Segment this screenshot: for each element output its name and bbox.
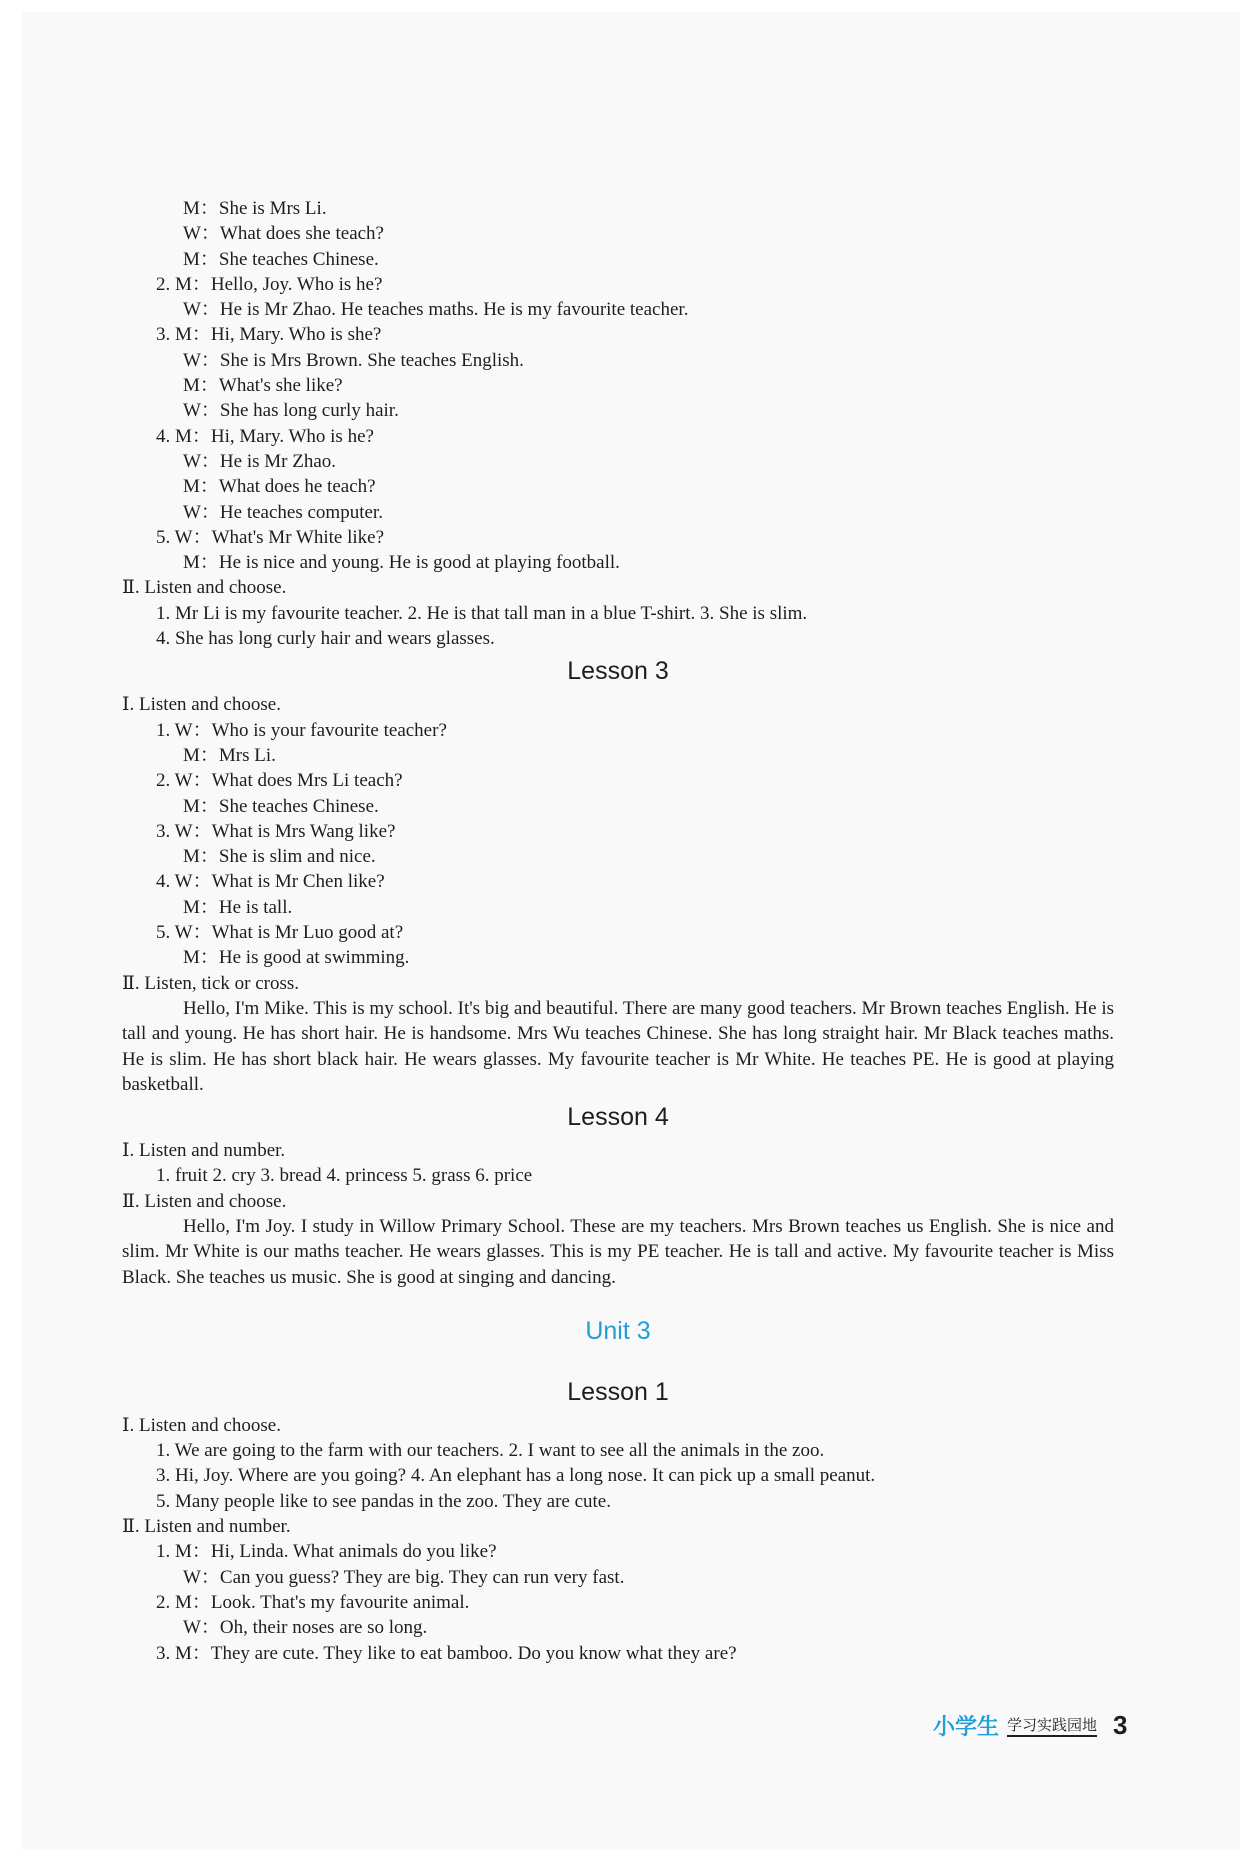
dialogue-line: W：What does she teach?: [183, 223, 384, 245]
dialogue-line: 2. W：What does Mrs Li teach?: [156, 770, 403, 792]
dialogue-line: M：She teaches Chinese.: [183, 795, 379, 817]
dialogue-line: W：He is Mr Zhao.: [183, 450, 337, 472]
section-heading: Ⅱ. Listen and number.: [122, 1516, 291, 1538]
section-heading: Ⅰ. Listen and choose.: [122, 694, 281, 716]
dialogue-line: W：He teaches computer.: [183, 501, 383, 523]
answer-line: 1. fruit 2. cry 3. bread 4. princess 5. grass 6. price: [156, 1165, 533, 1187]
dialogue-line: 1. M：Hi, Linda. What animals do you like?: [156, 1541, 497, 1563]
dialogue-line: 1. W：Who is your favourite teacher?: [156, 719, 447, 741]
dialogue-line: 4. W：What is Mr Chen like?: [156, 871, 385, 893]
answer-content: [122, 196, 1114, 1666]
dialogue-line: 3. M：They are cute. They like to eat bamboo. Do you know what they are?: [156, 1642, 737, 1664]
section-heading: Ⅱ. Listen and choose.: [122, 1190, 287, 1212]
dialogue-line: 3. W：What is Mrs Wang like?: [156, 820, 396, 842]
dialogue-line: M：He is good at swimming.: [183, 947, 410, 969]
passage: Hello, I'm Joy. I study in Willow Primary School. These are my teachers. Mrs Brown teaches us English. She is nice and slim. Mr White is our maths teacher. He wears glasses. This is my PE teacher. He is tall and active. My favourite teacher is Miss Black. She teaches us music. She is good at singing and dancing.: [122, 1215, 1114, 1288]
dialogue-line: W：He is Mr Zhao. He teaches maths. He is my favourite teacher.: [183, 299, 689, 321]
dialogue-line: M：He is tall.: [183, 896, 293, 918]
answer-line: 1. Mr Li is my favourite teacher. 2. He is that tall man in a blue T-shirt. 3. She is slim.: [156, 602, 808, 624]
section-heading: Ⅱ. Listen, tick or cross.: [122, 972, 300, 994]
section-heading: Ⅰ. Listen and choose.: [122, 1414, 281, 1436]
answer-line: 5. Many people like to see pandas in the zoo. They are cute.: [156, 1490, 611, 1512]
dialogue-line: M：What's she like?: [183, 375, 343, 397]
lesson-title: Lesson 4: [567, 1103, 669, 1132]
dialogue-line: 5. W：What's Mr White like?: [156, 526, 385, 548]
dialogue-line: M：She teaches Chinese.: [183, 248, 379, 270]
dialogue-line: M：He is nice and young. He is good at playing football.: [183, 552, 620, 574]
dialogue-line: 3. M：Hi, Mary. Who is she?: [156, 324, 382, 346]
dialogue-line: 2. M：Look. That's my favourite animal.: [156, 1591, 470, 1613]
section-heading: Ⅱ. Listen and choose.: [122, 577, 287, 599]
dialogue-line: 5. W：What is Mr Luo good at?: [156, 922, 404, 944]
dialogue-line: M：Mrs Li.: [183, 744, 276, 766]
page-number: 3: [1113, 1710, 1128, 1740]
dialogue-line: M：What does he teach?: [183, 476, 376, 498]
brand-logo: 小学生: [933, 1715, 1000, 1740]
dialogue-line: M：She is slim and nice.: [183, 846, 376, 868]
answer-line: 3. Hi, Joy. Where are you going? 4. An elephant has a long nose. It can pick up a small peanut.: [156, 1465, 876, 1487]
dialogue-line: 2. M：Hello, Joy. Who is he?: [156, 273, 383, 295]
dialogue-line: W：She is Mrs Brown. She teaches English.: [183, 349, 524, 371]
brand-subtitle: 学习实践园地: [1007, 1714, 1097, 1737]
lesson-title: Lesson 1: [567, 1377, 669, 1406]
answer-line: 1. We are going to the farm with our teachers. 2. I want to see all the animals in the zoo.: [156, 1440, 825, 1462]
unit-title: Unit 3: [585, 1316, 651, 1345]
dialogue-line: 4. M：Hi, Mary. Who is he?: [156, 425, 374, 447]
passage: Hello, I'm Mike. This is my school. It's big and beautiful. There are many good teachers. Mr Brown teaches English. He is tall and young. He has short hair. He is handsome. Mrs Wu teaches Chinese. She has long straight hair. Mr Black teaches maths. He is slim. He has short black hair. He wears glasses. My favourite teacher is Mr White. He teaches PE. He is good at playing basketball.: [122, 997, 1114, 1095]
dialogue-line: M：She is Mrs Li.: [183, 198, 327, 219]
page-footer: [933, 1710, 1128, 1741]
dialogue-line: W：She has long curly hair.: [183, 400, 399, 422]
answer-line: 4. She has long curly hair and wears glasses.: [156, 628, 495, 650]
dialogue-line: W：Oh, their noses are so long.: [183, 1617, 428, 1639]
lesson-title: Lesson 3: [567, 657, 669, 686]
dialogue-line: W：Can you guess? They are big. They can run very fast.: [183, 1566, 625, 1588]
section-heading: Ⅰ. Listen and number.: [122, 1140, 286, 1162]
